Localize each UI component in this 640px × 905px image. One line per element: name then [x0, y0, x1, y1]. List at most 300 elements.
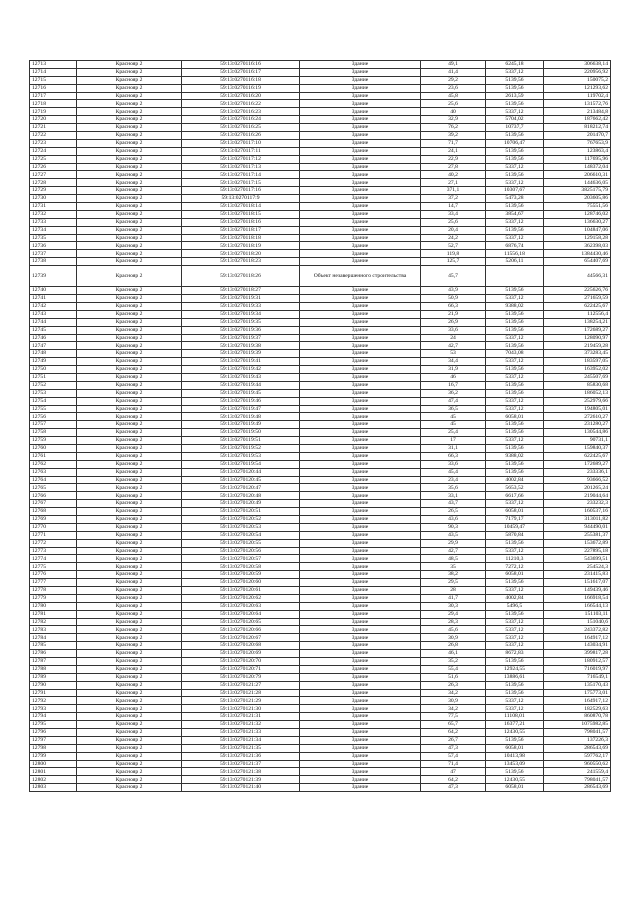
row-number-cell: 12730: [30, 195, 77, 203]
value-cell: 245507,69: [544, 373, 611, 381]
object-type-cell: Здание: [300, 226, 421, 234]
cadastral-number-cell: 59:13:0270119:37: [182, 334, 300, 342]
table-row: [30, 187, 611, 195]
object-type-cell: Здание: [300, 642, 421, 650]
address-cell: Краснояр 2: [77, 179, 182, 187]
row-number-cell: 12748: [30, 350, 77, 358]
address-cell: Краснояр 2: [77, 587, 182, 595]
value-cell: 219459,28: [544, 342, 611, 350]
row-number-cell: 12775: [30, 563, 77, 571]
table-row: [30, 210, 611, 218]
rate-cell: 5139,56: [486, 460, 544, 468]
address-cell: Краснояр 2: [77, 381, 182, 389]
address-cell: Краснояр 2: [77, 84, 182, 92]
cadastral-number-cell: 59:13:0270119:34: [182, 310, 300, 318]
rate-cell: 5653,52: [486, 484, 544, 492]
address-cell: Краснояр 2: [77, 736, 182, 744]
row-number-cell: 12714: [30, 68, 77, 76]
row-number-cell: 12716: [30, 84, 77, 92]
value-cell: 117695,96: [544, 155, 611, 163]
value-cell: 798041,57: [544, 776, 611, 784]
table-row: [30, 116, 611, 124]
address-cell: Краснояр 2: [77, 250, 182, 258]
row-number-cell: 12796: [30, 729, 77, 737]
table-row: [30, 444, 611, 452]
address-cell: Краснояр 2: [77, 287, 182, 295]
rate-cell: 5337,12: [486, 334, 544, 342]
cadastral-number-cell: 59:13:0270120:45: [182, 476, 300, 484]
object-type-cell: Здание: [300, 318, 421, 326]
rate-cell: 5337,12: [486, 547, 544, 555]
table-row: [30, 68, 611, 76]
address-cell: Краснояр 2: [77, 295, 182, 303]
address-cell: Краснояр 2: [77, 258, 182, 266]
cadastral-number-cell: 59:13:0270116:17: [182, 68, 300, 76]
table-row: [30, 665, 611, 673]
cadastral-number-cell: 59:13:0270119:41: [182, 358, 300, 366]
value-cell: 201470,7: [544, 132, 611, 140]
rate-cell: 5139,56: [486, 132, 544, 140]
value-cell: 166544,13: [544, 602, 611, 610]
value-cell: 3825175,79: [544, 187, 611, 195]
rate-cell: 5337,12: [486, 373, 544, 381]
object-type-cell: Здание: [300, 397, 421, 405]
value-cell: 960550,62: [544, 760, 611, 768]
object-type-cell: Здание: [300, 444, 421, 452]
address-cell: Краснояр 2: [77, 492, 182, 500]
cadastral-number-cell: 59:13:0270118:27: [182, 287, 300, 295]
table-row: [30, 563, 611, 571]
cadastral-number-cell: 59:13:0270118:20: [182, 250, 300, 258]
table-row: [30, 421, 611, 429]
cadastral-number-cell: 59:13:0270120:56: [182, 547, 300, 555]
address-cell: Краснояр 2: [77, 594, 182, 602]
table-row: [30, 413, 611, 421]
rate-cell: 12430,55: [486, 729, 544, 737]
area-cell: 28: [421, 587, 486, 595]
object-type-cell: Здание: [300, 594, 421, 602]
value-cell: 201265,24: [544, 484, 611, 492]
row-number-cell: 12732: [30, 210, 77, 218]
cadastral-number-cell: 59:13:0270119:49: [182, 421, 300, 429]
address-cell: Краснояр 2: [77, 318, 182, 326]
object-type-cell: Здание: [300, 389, 421, 397]
cadastral-number-cell: 59:13:0270121:28: [182, 689, 300, 697]
table-row: [30, 258, 611, 266]
area-cell: 119,8: [421, 250, 486, 258]
row-number-cell: 12794: [30, 713, 77, 721]
cadastral-number-cell: 59:13:0270118:16: [182, 218, 300, 226]
row-number-cell: 12792: [30, 697, 77, 705]
cadastral-number-cell: 59:13:0270119:45: [182, 389, 300, 397]
rate-cell: 5139,56: [486, 226, 544, 234]
address-cell: Краснояр 2: [77, 155, 182, 163]
table-row: [30, 776, 611, 784]
row-number-cell: 12762: [30, 460, 77, 468]
area-cell: 77,5: [421, 713, 486, 721]
row-number-cell: 12787: [30, 658, 77, 666]
rate-cell: 5139,56: [486, 468, 544, 476]
address-cell: Краснояр 2: [77, 444, 182, 452]
rate-cell: 5337,12: [486, 697, 544, 705]
object-type-cell: Здание: [300, 689, 421, 697]
object-type-cell: Здание: [300, 515, 421, 523]
area-cell: 71,7: [421, 139, 486, 147]
address-cell: Краснояр 2: [77, 658, 182, 666]
area-cell: 26,8: [421, 642, 486, 650]
value-cell: 254524,3: [544, 563, 611, 571]
rate-cell: 5337,12: [486, 405, 544, 413]
value-cell: 213484,8: [544, 108, 611, 116]
table-row: [30, 358, 611, 366]
area-cell: 17: [421, 437, 486, 445]
object-type-cell: Здание: [300, 784, 421, 792]
value-cell: 860870,78: [544, 713, 611, 721]
row-number-cell: 12719: [30, 108, 77, 116]
object-type-cell: Здание: [300, 413, 421, 421]
value-cell: 130544,86: [544, 429, 611, 437]
cadastral-number-cell: 59:13:0270121:36: [182, 752, 300, 760]
rate-cell: 5139,56: [486, 429, 544, 437]
area-cell: 51,6: [421, 673, 486, 681]
rate-cell: 5139,56: [486, 579, 544, 587]
address-cell: Краснояр 2: [77, 515, 182, 523]
rate-cell: 7272,12: [486, 563, 544, 571]
object-type-cell: Здание: [300, 452, 421, 460]
rate-cell: 6876,74: [486, 242, 544, 250]
address-cell: Краснояр 2: [77, 689, 182, 697]
rate-cell: 5337,12: [486, 626, 544, 634]
address-cell: Краснояр 2: [77, 342, 182, 350]
table-row: [30, 179, 611, 187]
value-cell: 164917,12: [544, 697, 611, 705]
value-cell: 137226,3: [544, 736, 611, 744]
table-row: [30, 713, 611, 721]
table-row: [30, 452, 611, 460]
object-type-cell: Здание: [300, 203, 421, 211]
object-type-cell: Здание: [300, 539, 421, 547]
table-row: [30, 539, 611, 547]
rate-cell: 5337,12: [486, 397, 544, 405]
area-cell: 20,4: [421, 226, 486, 234]
address-cell: Краснояр 2: [77, 602, 182, 610]
row-number-cell: 12713: [30, 61, 77, 69]
address-cell: Краснояр 2: [77, 650, 182, 658]
address-cell: Краснояр 2: [77, 705, 182, 713]
value-cell: 159840,37: [544, 444, 611, 452]
object-type-cell: Здание: [300, 587, 421, 595]
row-number-cell: 12783: [30, 626, 77, 634]
table-row: [30, 610, 611, 618]
rate-cell: 5139,56: [486, 381, 544, 389]
rate-cell: 5337,12: [486, 68, 544, 76]
table-row: [30, 310, 611, 318]
object-type-cell: Здание: [300, 242, 421, 250]
row-number-cell: 12744: [30, 318, 77, 326]
object-type-cell: Здание: [300, 626, 421, 634]
area-cell: 16,7: [421, 381, 486, 389]
area-cell: 41,7: [421, 594, 486, 602]
table-row: [30, 460, 611, 468]
address-cell: Краснояр 2: [77, 350, 182, 358]
rate-cell: 6058,01: [486, 744, 544, 752]
value-cell: 160537,16: [544, 508, 611, 516]
object-type-cell: Здание: [300, 326, 421, 334]
row-number-cell: 12802: [30, 776, 77, 784]
cadastral-number-cell: 59:13:0270119:38: [182, 342, 300, 350]
address-cell: Краснояр 2: [77, 468, 182, 476]
row-number-cell: 12739: [30, 266, 77, 287]
rate-cell: 6058,01: [486, 571, 544, 579]
object-type-cell: Здание: [300, 697, 421, 705]
address-cell: Краснояр 2: [77, 460, 182, 468]
row-number-cell: 12766: [30, 492, 77, 500]
object-type-cell: Здание: [300, 334, 421, 342]
object-type-cell: Здание: [300, 665, 421, 673]
address-cell: Краснояр 2: [77, 373, 182, 381]
table-row: [30, 61, 611, 69]
cadastral-number-cell: 59:13:0270116:22: [182, 100, 300, 108]
cadastral-number-cell: 59:13:0270120:57: [182, 555, 300, 563]
rate-cell: 5139,56: [486, 76, 544, 84]
area-cell: 43,6: [421, 515, 486, 523]
cadastral-number-cell: 59:13:0270117:11: [182, 147, 300, 155]
row-number-cell: 12724: [30, 147, 77, 155]
area-cell: 71,4: [421, 760, 486, 768]
address-cell: Краснояр 2: [77, 163, 182, 171]
cadastral-number-cell: 59:13:0270121:35: [182, 744, 300, 752]
object-type-cell: Здание: [300, 366, 421, 374]
value-cell: 362398,03: [544, 242, 611, 250]
object-type-cell: Здание: [300, 460, 421, 468]
area-cell: 33,1: [421, 492, 486, 500]
address-cell: Краснояр 2: [77, 76, 182, 84]
area-cell: 46: [421, 373, 486, 381]
table-row: [30, 195, 611, 203]
table-row: [30, 697, 611, 705]
table-row: [30, 594, 611, 602]
object-type-cell: Здание: [300, 139, 421, 147]
value-cell: 136630,27: [544, 218, 611, 226]
area-cell: 43,9: [421, 287, 486, 295]
rate-cell: [486, 266, 544, 287]
table-row: [30, 287, 611, 295]
table-row: [30, 618, 611, 626]
row-number-cell: 12740: [30, 287, 77, 295]
table-row: [30, 587, 611, 595]
area-cell: 29,5: [421, 579, 486, 587]
cadastral-number-cell: 59:13:0270117:12: [182, 155, 300, 163]
rate-cell: 8672,83: [486, 650, 544, 658]
rate-cell: 5139,56: [486, 681, 544, 689]
area-cell: 34,4: [421, 358, 486, 366]
cadastral-number-cell: 59:13:0270119:31: [182, 295, 300, 303]
rate-cell: 5496,5: [486, 602, 544, 610]
area-cell: 42,7: [421, 547, 486, 555]
row-number-cell: 12761: [30, 452, 77, 460]
cadastral-number-cell: 59:13:0270119:46: [182, 397, 300, 405]
area-cell: 24,1: [421, 147, 486, 155]
rate-cell: 5337,12: [486, 358, 544, 366]
area-cell: 125,7: [421, 258, 486, 266]
cadastral-number-cell: 59:13:0270119:54: [182, 460, 300, 468]
object-type-cell: Здание: [300, 555, 421, 563]
rate-cell: 5337,12: [486, 179, 544, 187]
rate-cell: 9388,02: [486, 302, 544, 310]
table-row: [30, 736, 611, 744]
address-cell: Краснояр 2: [77, 92, 182, 100]
area-cell: 25,6: [421, 100, 486, 108]
cadastral-number-cell: 59:13:0270121:34: [182, 736, 300, 744]
object-type-cell: Здание: [300, 484, 421, 492]
rate-cell: 5139,56: [486, 421, 544, 429]
address-cell: Краснояр 2: [77, 768, 182, 776]
cadastral-number-cell: 59:13:0270120:44: [182, 468, 300, 476]
value-cell: 543699,51: [544, 555, 611, 563]
cadastral-number-cell: 59:13:0270120:66: [182, 626, 300, 634]
address-cell: Краснояр 2: [77, 413, 182, 421]
area-cell: 47: [421, 768, 486, 776]
address-cell: Краснояр 2: [77, 634, 182, 642]
cadastral-number-cell: 59:13:0270120:71: [182, 665, 300, 673]
cadastral-number-cell: 59:13:0270119:35: [182, 318, 300, 326]
address-cell: Краснояр 2: [77, 452, 182, 460]
rate-cell: 7043,08: [486, 350, 544, 358]
rate-cell: 5337,12: [486, 295, 544, 303]
row-number-cell: 12746: [30, 334, 77, 342]
cadastral-number-cell: 59:13:0270120:70: [182, 658, 300, 666]
object-type-cell: Здание: [300, 61, 421, 69]
table-row: [30, 658, 611, 666]
value-cell: 153672,89: [544, 539, 611, 547]
value-cell: 818212,74: [544, 124, 611, 132]
address-cell: Краснояр 2: [77, 642, 182, 650]
rate-cell: 5337,12: [486, 705, 544, 713]
object-type-cell: Здание: [300, 476, 421, 484]
address-cell: Краснояр 2: [77, 234, 182, 242]
object-type-cell: Здание: [300, 100, 421, 108]
cadastral-number-cell: 59:13:0270118:18: [182, 234, 300, 242]
area-cell: 30,9: [421, 697, 486, 705]
row-number-cell: 12721: [30, 124, 77, 132]
object-type-cell: Здание: [300, 650, 421, 658]
area-cell: 43,7: [421, 500, 486, 508]
address-cell: Краснояр 2: [77, 784, 182, 792]
rate-cell: 5139,56: [486, 287, 544, 295]
row-number-cell: 12726: [30, 163, 77, 171]
area-cell: 45,6: [421, 626, 486, 634]
object-type-cell: Здание: [300, 405, 421, 413]
value-cell: 716019,97: [544, 665, 611, 673]
row-number-cell: 12769: [30, 515, 77, 523]
rate-cell: 5139,56: [486, 366, 544, 374]
table-row: [30, 389, 611, 397]
value-cell: 187662,42: [544, 116, 611, 124]
value-cell: 306638,14: [544, 61, 611, 69]
cadastral-number-cell: 59:13:0270117:15: [182, 179, 300, 187]
table-row: [30, 768, 611, 776]
address-cell: Краснояр 2: [77, 563, 182, 571]
address-cell: Краснояр 2: [77, 547, 182, 555]
cadastral-number-cell: 59:13:0270119:43: [182, 373, 300, 381]
cadastral-number-cell: 59:13:0270119:51: [182, 437, 300, 445]
table-row: [30, 218, 611, 226]
cadastral-number-cell: 59:13:0270117:14: [182, 171, 300, 179]
table-row: [30, 571, 611, 579]
area-cell: 14,7: [421, 203, 486, 211]
rate-cell: 5473,28: [486, 195, 544, 203]
object-type-cell: Здание: [300, 218, 421, 226]
row-number-cell: 12777: [30, 579, 77, 587]
table-row: [30, 468, 611, 476]
value-cell: 121293,62: [544, 84, 611, 92]
row-number-cell: 12729: [30, 187, 77, 195]
value-cell: 104847,06: [544, 226, 611, 234]
cadastral-number-cell: 59:13:0270118:26: [182, 266, 300, 287]
area-cell: 23,6: [421, 84, 486, 92]
value-cell: 186052,13: [544, 389, 611, 397]
value-cell: 944490,01: [544, 523, 611, 531]
area-cell: 31,9: [421, 366, 486, 374]
cadastral-number-cell: 59:13:0270120:60: [182, 579, 300, 587]
row-number-cell: 12779: [30, 594, 77, 602]
row-number-cell: 12785: [30, 642, 77, 650]
table-row: [30, 784, 611, 792]
table-row: [30, 689, 611, 697]
row-number-cell: 12774: [30, 555, 77, 563]
value-cell: 1075982,85: [544, 721, 611, 729]
row-number-cell: 12788: [30, 665, 77, 673]
value-cell: 163952,02: [544, 366, 611, 374]
value-cell: 271659,59: [544, 295, 611, 303]
rate-cell: 10307,67: [486, 187, 544, 195]
area-cell: 30,3: [421, 602, 486, 610]
object-type-cell: Здание: [300, 610, 421, 618]
cadastral-number-cell: 59:13:0270120:58: [182, 563, 300, 571]
value-cell: 227895,18: [544, 547, 611, 555]
value-cell: 767653,9: [544, 139, 611, 147]
cadastral-number-cell: 59:13:0270116:23: [182, 108, 300, 116]
rate-cell: 5337,12: [486, 108, 544, 116]
table-row: [30, 681, 611, 689]
address-cell: Краснояр 2: [77, 571, 182, 579]
table-row: [30, 642, 611, 650]
row-number-cell: 12756: [30, 413, 77, 421]
rate-cell: 5139,56: [486, 444, 544, 452]
row-number-cell: 12772: [30, 539, 77, 547]
table-row: [30, 242, 611, 250]
value-cell: 123863,4: [544, 147, 611, 155]
area-cell: 38,2: [421, 571, 486, 579]
address-cell: Краснояр 2: [77, 776, 182, 784]
area-cell: 26,9: [421, 318, 486, 326]
value-cell: 128746,02: [544, 210, 611, 218]
cadastral-number-cell: 59:13:0270118:19: [182, 242, 300, 250]
address-cell: Краснояр 2: [77, 437, 182, 445]
value-cell: 272610,27: [544, 413, 611, 421]
row-number-cell: 12754: [30, 397, 77, 405]
address-cell: Краснояр 2: [77, 195, 182, 203]
row-number-cell: 12781: [30, 610, 77, 618]
cadastral-number-cell: 59:13:0270116:26: [182, 132, 300, 140]
cadastral-number-cell: 59:13:0270116:24: [182, 116, 300, 124]
value-cell: 597762,17: [544, 752, 611, 760]
value-cell: 143034,91: [544, 642, 611, 650]
cadastral-number-cell: 59:13:0270119:44: [182, 381, 300, 389]
cadastral-number-cell: 59:13:0270120:61: [182, 587, 300, 595]
address-cell: Краснояр 2: [77, 100, 182, 108]
address-cell: Краснояр 2: [77, 681, 182, 689]
